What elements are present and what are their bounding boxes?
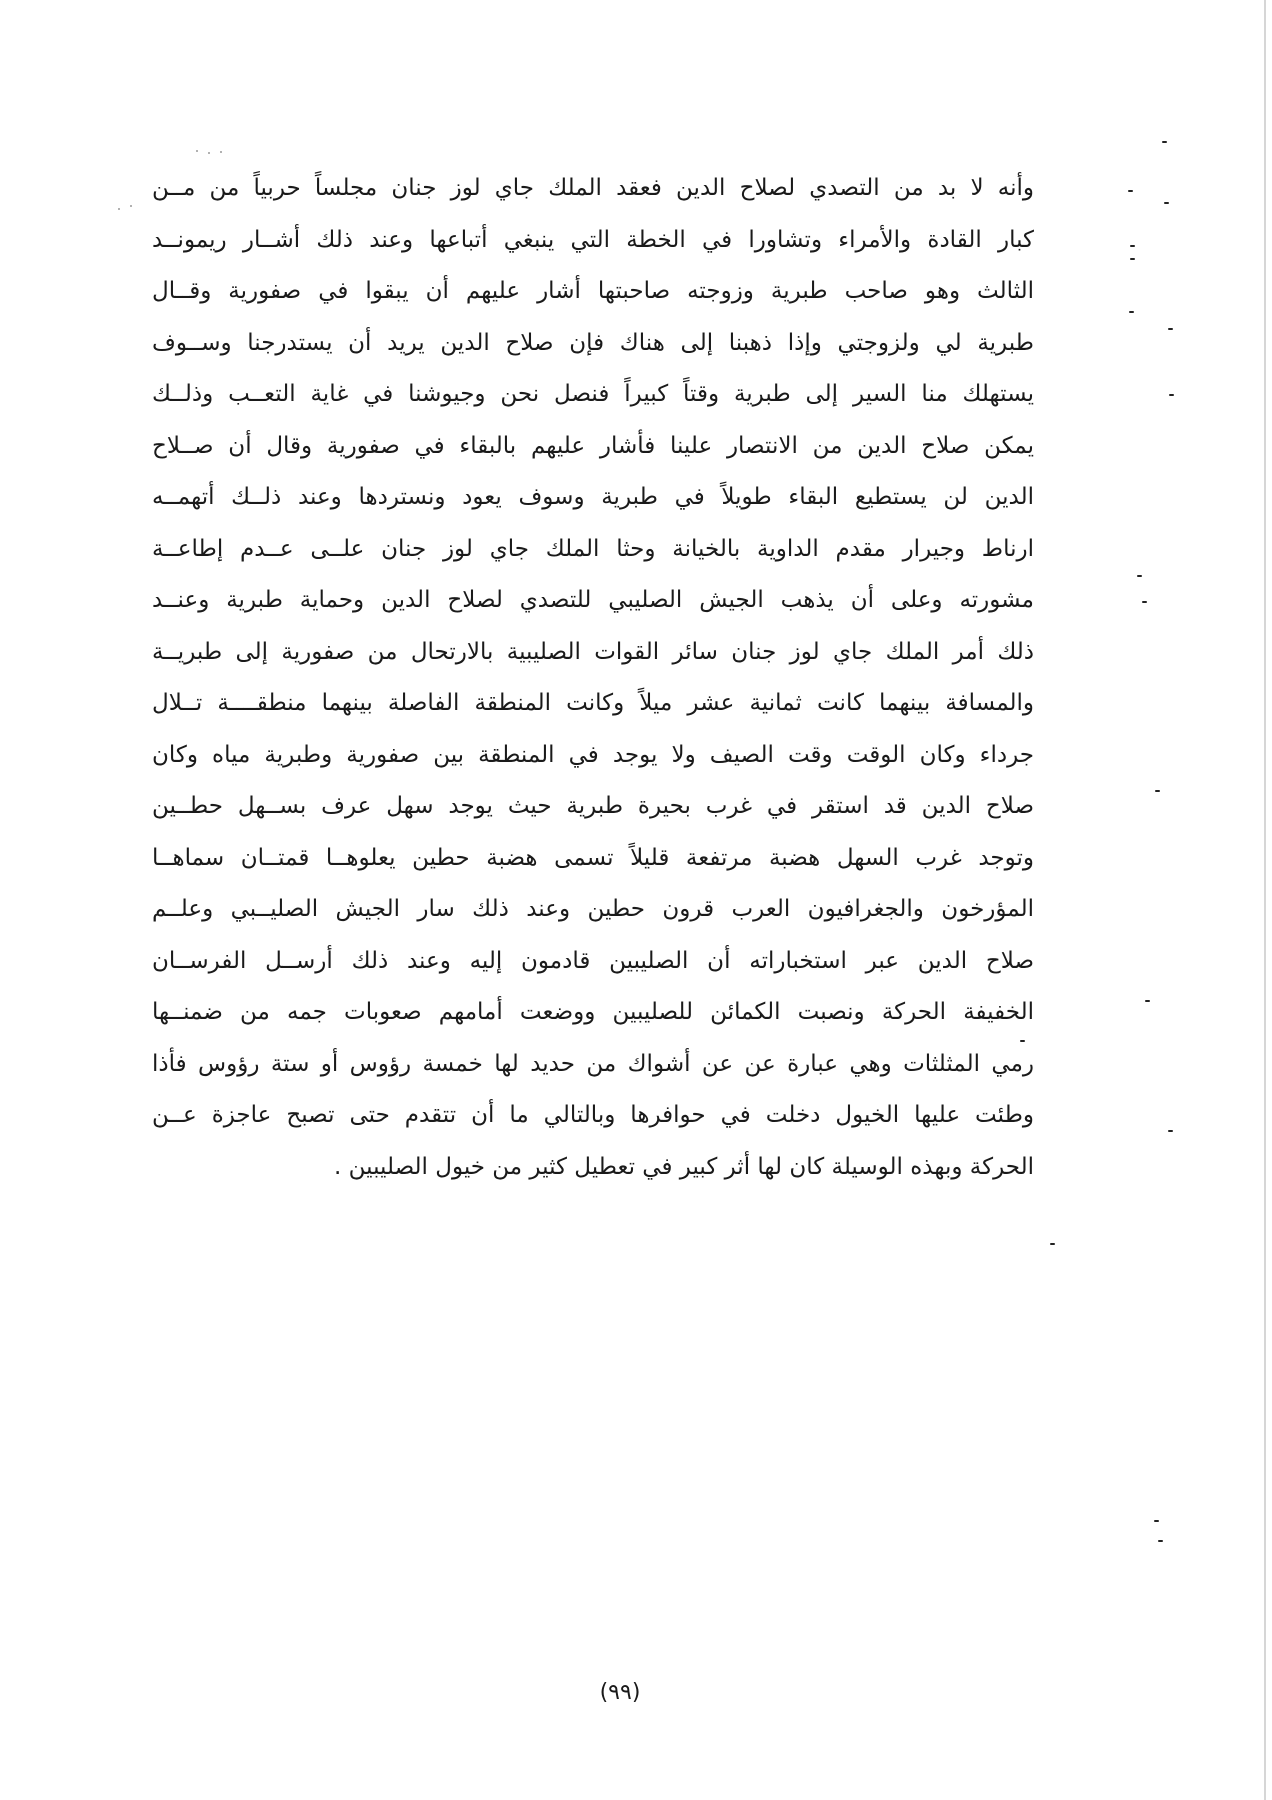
text-line: كبار القادة والأمراء وتشاورا في الخطة التي ينبغي أتباعها وعند ذلك أشــار ريمونــد [152,226,1034,253]
text-line: الحركة وبهذه الوسيلة كان لها أثر كبير في تعطيل كثير من خيول الصليبين . [334,1153,1034,1180]
scan-speck [1164,202,1169,204]
scan-speck [1168,1130,1173,1132]
text-line: يمكن صلاح الدين من الانتصار علينا فأشار عليهم بالبقاء في صفورية وقال أن صــلاح [152,432,1034,459]
scan-speck [1142,601,1147,603]
scan-speck [1137,575,1142,577]
text-line: الثالث وهو صاحب طبرية وزوجته صاحبتها أشار عليهم أن يبقوا في صفورية وقــال [152,278,1034,304]
scan-speck [1158,1540,1163,1542]
scan-speck [130,205,132,207]
text-line: والمسافة بينهما كانت ثمانية عشر ميلاً وكانت المنطقة الفاصلة بينهما منطقــــة تــلال [152,690,1034,716]
text-line: المؤرخون والجغرافيون العرب قرون حطين وعند ذلك سار الجيش الصليــبي وعلــم [152,896,1034,922]
text-line: صلاح الدين قد استقر في غرب بحيرة طبرية حيث يوجد سهل عرف بســهل حطــين [152,793,1034,819]
body-text [152,163,1034,1193]
scan-speck [1130,258,1135,260]
text-line: ذلك أمر الملك جاي لوز جنان سائر القوات الصليبية بالارتحال من صفورية إلى طبريــة [152,638,1034,665]
scan-speck [1168,328,1173,330]
text-line: مشورته وعلى أن يذهب الجيش الصليبي للتصدي لصلاح الدين وحماية طبرية وعنــد [152,587,1034,613]
page-number: (٩٩) [599,1680,641,1705]
scan-speck [220,151,222,153]
text-line: وطئت عليها الخيول دخلت في حوافرها وبالتالي ما أن تتقدم حتى تصبح عاجزة عــن [152,1102,1034,1128]
scan-speck [1162,141,1167,143]
text-line: طبرية لي ولزوجتي وإذا ذهبنا إلى هناك فإن صلاح الدين يريد أن يستدرجنا وســوف [152,329,1034,356]
scan-speck [1129,311,1134,313]
text-line: الخفيفة الحركة ونصبت الكمائن للصليبين ووضعت أمامهم صعوبات جمه من ضمنــها [152,999,1034,1025]
text-line: رمي المثلثات وهي عبارة عن عن أشواك من حديد لها خمسة رؤوس أو ستة رؤوس فأذا [152,1050,1034,1077]
text-line: ارناط وجيرار مقدم الداوية بالخيانة وحثا الملك جاي لوز جنان علــى عــدم إطاعــة [152,535,1034,562]
text-line: الدين لن يستطيع البقاء طويلاً في طبرية وسوف يعود ونستردها وعند ذلــك أتهمــه [152,484,1034,510]
text-line: يستهلك منا السير إلى طبرية وقتاً كبيراً فنصل نحن وجيوشنا في غاية التعــب وذلــك [152,381,1034,407]
scan-speck [1050,1243,1055,1245]
scan-speck [118,208,120,210]
scan-speck [1145,1000,1150,1002]
scan-edge-line [1264,0,1266,1800]
text-line: وتوجد غرب السهل هضبة مرتفعة قليلاً تسمى هضبة حطين يعلوهــا قمتــان سماهــا [152,844,1034,871]
scan-speck [208,152,210,154]
scan-speck [1130,245,1135,247]
scan-speck [1020,1040,1025,1042]
text-line: صلاح الدين عبر استخباراته أن الصليبين قادمون إليه وعند ذلك أرســل الفرســان [152,947,1034,974]
scan-speck [1155,790,1160,792]
scan-speck [196,150,198,152]
text-line: وأنه لا بد من التصدي لصلاح الدين فعقد الملك جاي لوز جنان مجلساً حربياً من مــن [152,175,1034,201]
text-line: جرداء وكان الوقت وقت الصيف ولا يوجد في المنطقة بين صفورية وطبرية مياه وكان [152,741,1034,768]
scan-speck [1169,394,1174,396]
scan-speck [1128,190,1133,192]
scan-speck [1154,1520,1159,1522]
